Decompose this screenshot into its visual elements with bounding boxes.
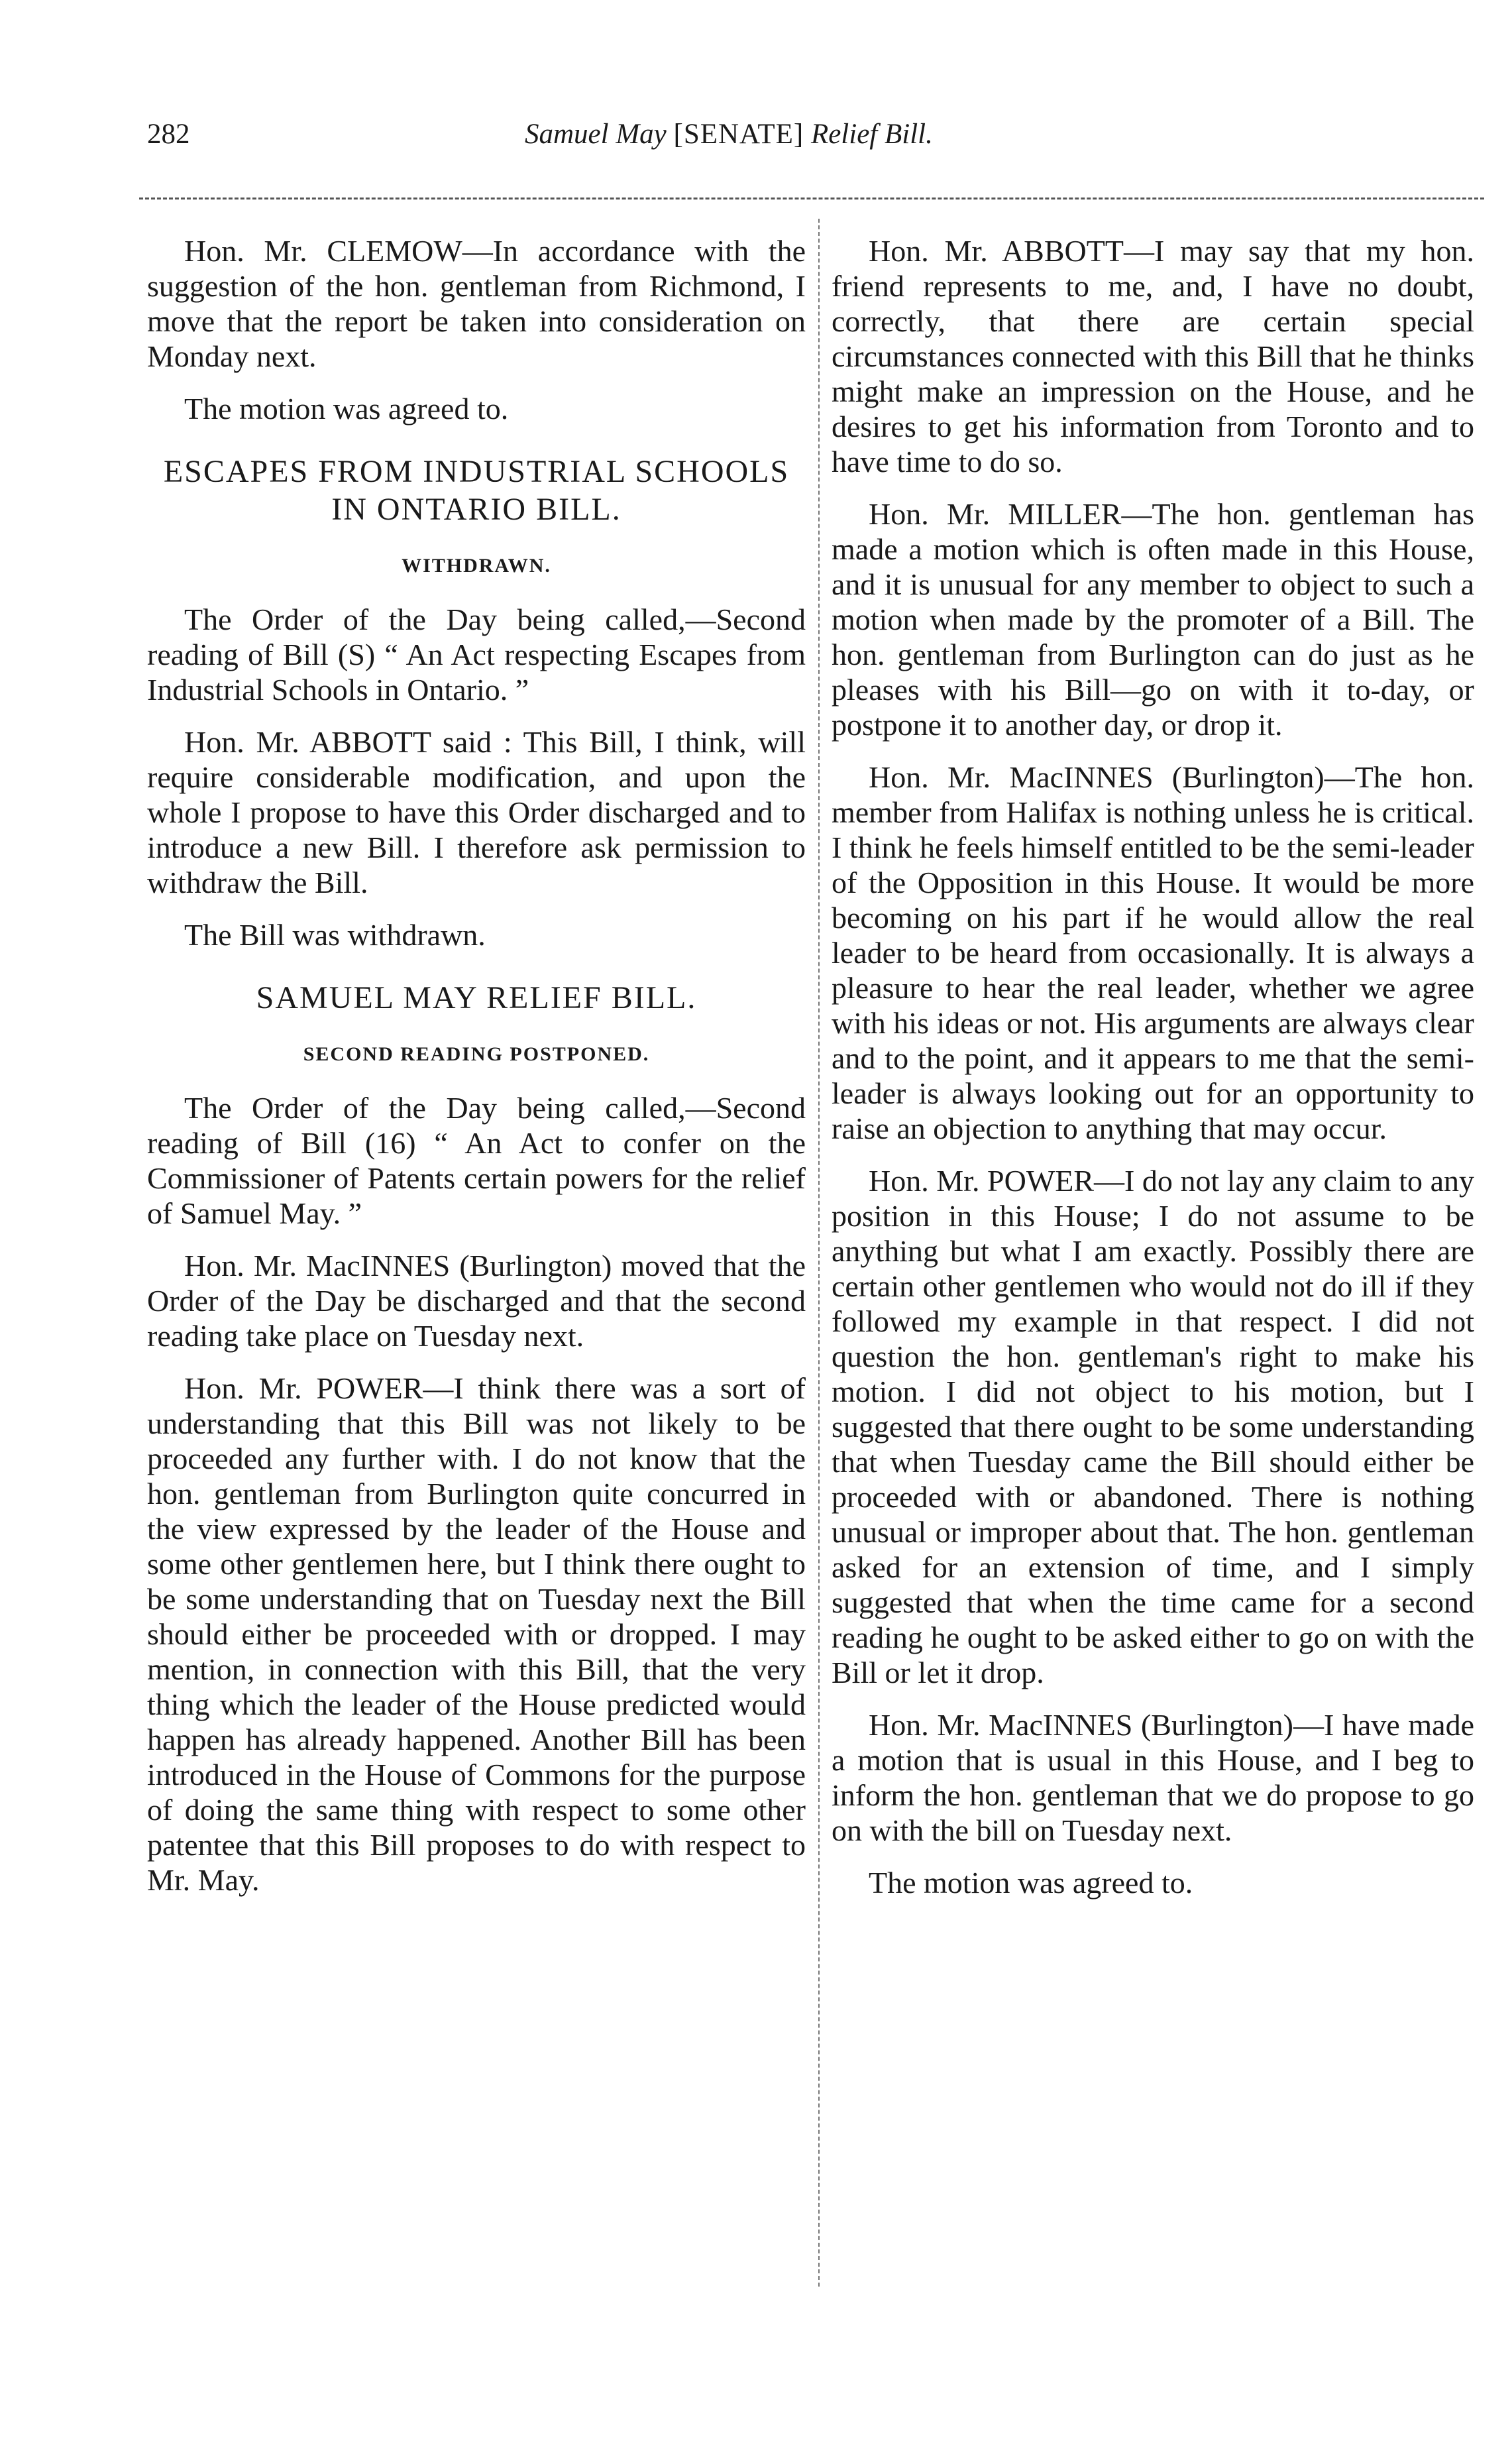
paragraph-power-understanding: Hon. Mr. POWER—I think there was a sort of understanding that this Bill was not likely to be proceeded any further with. I do not know that the hon. gentleman from Burlington quite concurred in the view expressed by the leader of the House and some other gentlemen here, but I think there ought to be some understanding that on Tuesday next the Bill should either be proceeded with or dropped. I may mention, in connection with this Bill, that the very thing which the leader of the House predicted would happen has already happened. Another Bill has been introduced in the House of Commons for the purpose of doing the same thing with respect to some other patentee that this Bill proposes to do with respect to Mr. May. [147, 1371, 806, 1897]
paragraph-clemow-motion: Hon. Mr. CLEMOW—In accordance with the suggestion of the hon. gentleman from Richmond, I move that the report be taken into consideration on Monday next. [147, 234, 806, 373]
paragraph-power-no-claim: Hon. Mr. POWER—I do not lay any claim to any position in this House; I do not assume to be anything but what I am exactly. Possibly there are certain other gentlemen who would not do ill if they followed my example in that respect. I did not question the hon. gentleman's right to make his motion. I did not object to his motion, but I suggested that there ought to be some understanding that when Tuesday came the Bill should either be proceeded with or abandoned. There is nothing unusual or improper about that. The hon. gentleman asked for an extension of time, and I simply suggested that when the time came for a second reading he ought to be asked either to go on with the Bill or let it drop. [832, 1164, 1474, 1689]
paragraph-motion-agreed-final: The motion was agreed to. [869, 1866, 1193, 1900]
running-title [525, 118, 933, 150]
page-header [147, 118, 1365, 158]
paragraph-bill-withdrawn: The Bill was withdrawn. [184, 918, 486, 952]
paragraph-macinnes-critical: Hon. Mr. MacINNES (Burlington)—The hon. member from Halifax is nothing unless he is critical. I think he feels himself entitled to be the semi-leader of the Opposition in this House. It would be more becoming on his part if he would allow the real leader to be heard from occasionally. It is always a pleasure to hear the real leader, whether we agree with his ideas or not. His arguments are always clear and to the point, and it appears to me that the semi-leader is always looking out for an opportunity to raise an objection to anything that may occur. [832, 760, 1474, 1145]
paragraph-order-of-day-s: The Order of the Day being called,—Second reading of Bill (S) “ An Act respecting Escapes from Industrial Schools in Ontario. ” [147, 602, 806, 707]
paragraph-macinnes-usual-motion: Hon. Mr. MacINNES (Burlington)—I have made a motion that is usual in this House, and I beg to inform the hon. gentleman that we do propose to go on with the bill on Tuesday next. [832, 1708, 1474, 1847]
section-subheading-withdrawn: WITHDRAWN. [402, 555, 551, 577]
right-column [832, 233, 1474, 1917]
section-heading-samuel-may: SAMUEL MAY RELIEF BILL. [256, 980, 697, 1015]
paragraph-macinnes-moved: Hon. Mr. MacINNES (Burlington) moved that the Order of the Day be discharged and that the second reading take place on Tuesday next. [147, 1249, 806, 1353]
running-title-right: Relief Bill. [810, 119, 933, 150]
section-subheading-postponed: SECOND READING POSTPONED. [303, 1043, 650, 1065]
paragraph-motion-agreed: The motion was agreed to. [184, 392, 509, 426]
page-number: 282 [147, 119, 190, 150]
running-title-center: [SENATE] [673, 119, 804, 150]
left-column [147, 233, 806, 1915]
header-rule [139, 198, 1484, 199]
section-heading-escapes: ESCAPES FROM INDUSTRIAL SCHOOLS IN ONTARIO BILL. [163, 454, 790, 527]
paragraph-abbott-circumstances: Hon. Mr. ABBOTT—I may say that my hon. friend represents to me, and, I have no doubt, correctly, that there are certain special circumstances connected with this Bill that he thinks might make an impression on the House, and he desires to get his information from Toronto and to have time to do so. [832, 234, 1474, 479]
paragraph-order-of-day-16: The Order of the Day being called,—Second reading of Bill (16) “ An Act to confer on the Commissioner of Patents certain powers for the relief of Samuel May. ” [147, 1091, 806, 1230]
paragraph-abbott-withdraw: Hon. Mr. ABBOTT said : This Bill, I think, will require considerable modification, and upon the whole I propose to have this Order discharged and to introduce a new Bill. I therefore ask permission to withdraw the Bill. [147, 725, 806, 899]
column-divider [818, 219, 820, 2287]
running-title-left: Samuel May [525, 119, 667, 150]
paragraph-miller-motion: Hon. Mr. MILLER—The hon. gentleman has made a motion which is often made in this House, and it is unusual for any member to object to such a motion when made by the promoter of a Bill. The hon. gentleman from Burlington can do just as he pleases with his Bill—go on with it to-day, or postpone it to another day, or drop it. [832, 497, 1474, 742]
